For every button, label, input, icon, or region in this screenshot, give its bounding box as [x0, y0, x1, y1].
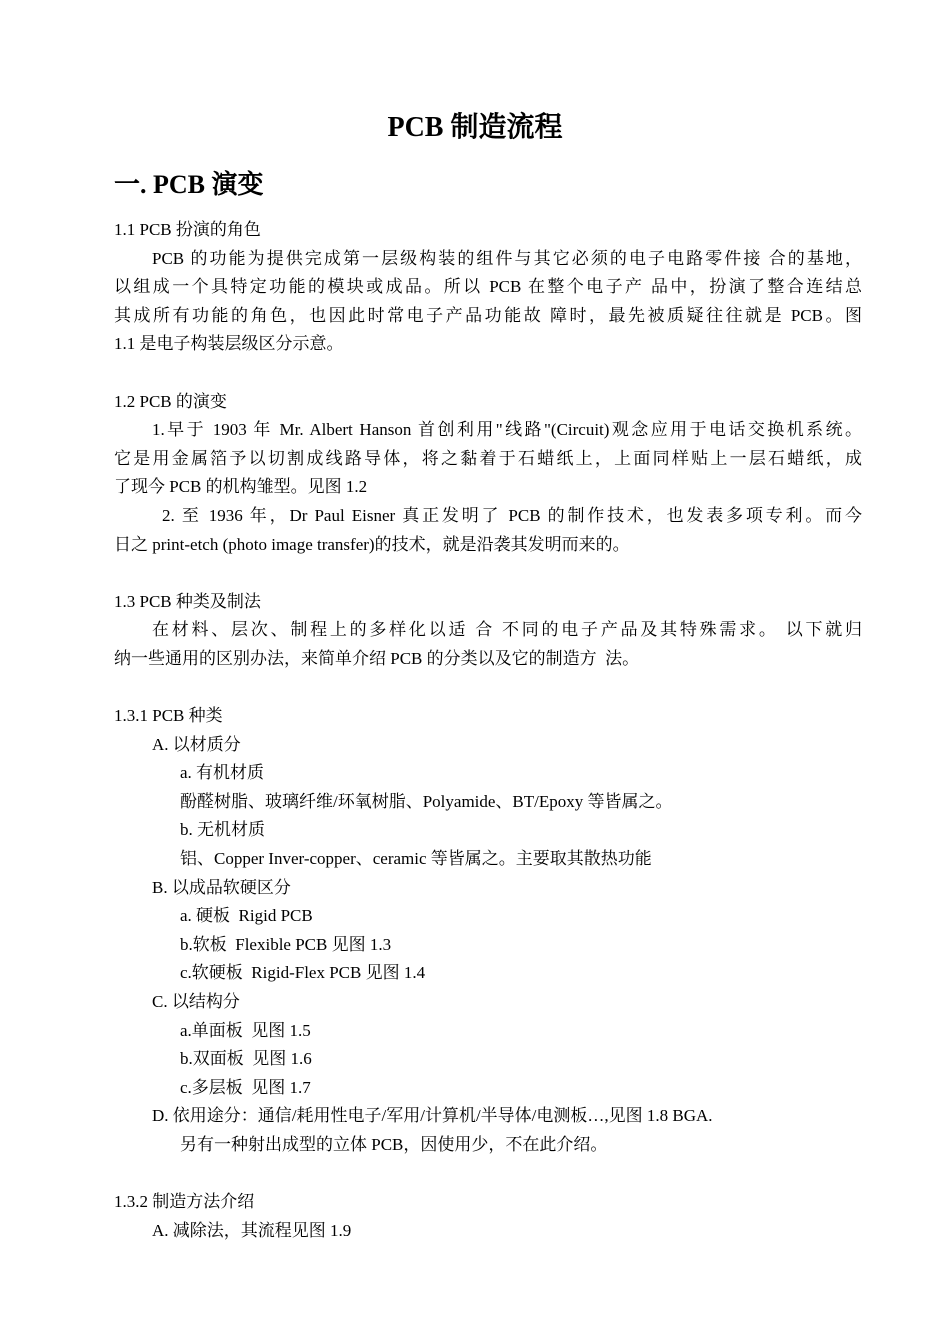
text-line: 酚醛树脂、玻璃纤维/环氧树脂、Polyamide、BT/Epoxy 等皆属之。	[180, 791, 673, 811]
text-line: 1.3.2 制造方法介绍	[114, 1192, 255, 1212]
text-line: a. 有机材质	[180, 763, 265, 783]
text-line: b.双面板 见图 1.6	[180, 1049, 312, 1069]
text-line: 1.1 PCB 扮演的角色	[114, 220, 261, 239]
text-line: c.多层板 见图 1.7	[180, 1077, 311, 1097]
blank-line	[114, 674, 862, 703]
blank-line	[114, 1160, 862, 1189]
text-line: 1.1 是电子构装层级区分示意。	[114, 334, 344, 354]
text-line: 2. 至 1936 年，Dr Paul Eisner 真正发明了 PCB 的制作技术，也发表多项专利。而今	[162, 505, 862, 525]
text-line: PCB 的功能为提供完成第一层级构装的组件与其它必须的电子电路零件接 合的基地，	[152, 248, 862, 268]
text-line: a.单面板 见图 1.5	[180, 1020, 311, 1040]
text-line: 其成所有功能的角色，也因此时常电子产品功能故 障时，最先被质疑往往就是 PCB。图	[114, 305, 862, 325]
text-line: 1.2 PCB 的演变	[114, 391, 227, 411]
text-line: 纳一些通用的区别办法，来简单介绍 PCB 的分类以及它的制造方 法。	[114, 648, 640, 668]
text-line: a. 硬板 Rigid PCB	[180, 906, 313, 926]
text-line: 1.3 PCB 种类及制法	[114, 591, 261, 611]
blank-line	[114, 359, 862, 388]
text-line: C. 以结构分	[152, 992, 240, 1012]
section-heading: 一. PCB 演变	[114, 170, 264, 199]
text-line: 另有一种射出成型的立体 PCB，因使用少，不在此介绍。	[180, 1135, 608, 1154]
blank-line	[114, 559, 862, 588]
text-line: 在材料、层次、制程上的多样化以适 合 不同的电子产品及其特殊需求。 以下就归	[152, 620, 862, 640]
text-line: A. 减除法，其流程见图 1.9	[152, 1220, 352, 1240]
text-line: A. 以材质分	[152, 734, 241, 754]
text-line: 日之 print-etch (photo image transfer)的技术，就是沿袭其发明而来的。	[114, 534, 630, 554]
text-line: b.软板 Flexible PCB 见图 1.3	[180, 934, 392, 954]
text-line: B. 以成品软硬区分	[152, 877, 291, 897]
text-line: 以组成一个具特定功能的模块或成品。所以 PCB 在整个电子产 品中，扮演了整合连结总	[114, 277, 862, 297]
text-line: 1.3.1 PCB 种类	[114, 706, 223, 726]
document-title: PCB 制造流程	[387, 112, 563, 143]
text-line: D. 依用途分：通信/耗用性电子/军用/计算机/半导体/电测板…,见图 1.8 BGA.	[152, 1106, 713, 1126]
text-line: 它是用金属箔予以切割成线路导体，将之黏着于石蜡纸上，上面同样贴上一层石蜡纸，成	[114, 448, 862, 468]
text-line: c.软硬板 Rigid-Flex PCB 见图 1.4	[180, 963, 426, 983]
document-body	[114, 216, 862, 1245]
text-line: 了现今 PCB 的机构雏型。见图 1.2	[114, 477, 368, 497]
text-line: b. 无机材质	[180, 820, 265, 840]
text-line: 1.早于 1903 年 Mr. Albert Hanson 首创利用"线路"(Circuit)观念应用于电话交换机系统。	[152, 420, 862, 440]
text-line: 铝、Copper Inver-copper、ceramic 等皆属之。主要取其散热功能	[180, 849, 652, 869]
